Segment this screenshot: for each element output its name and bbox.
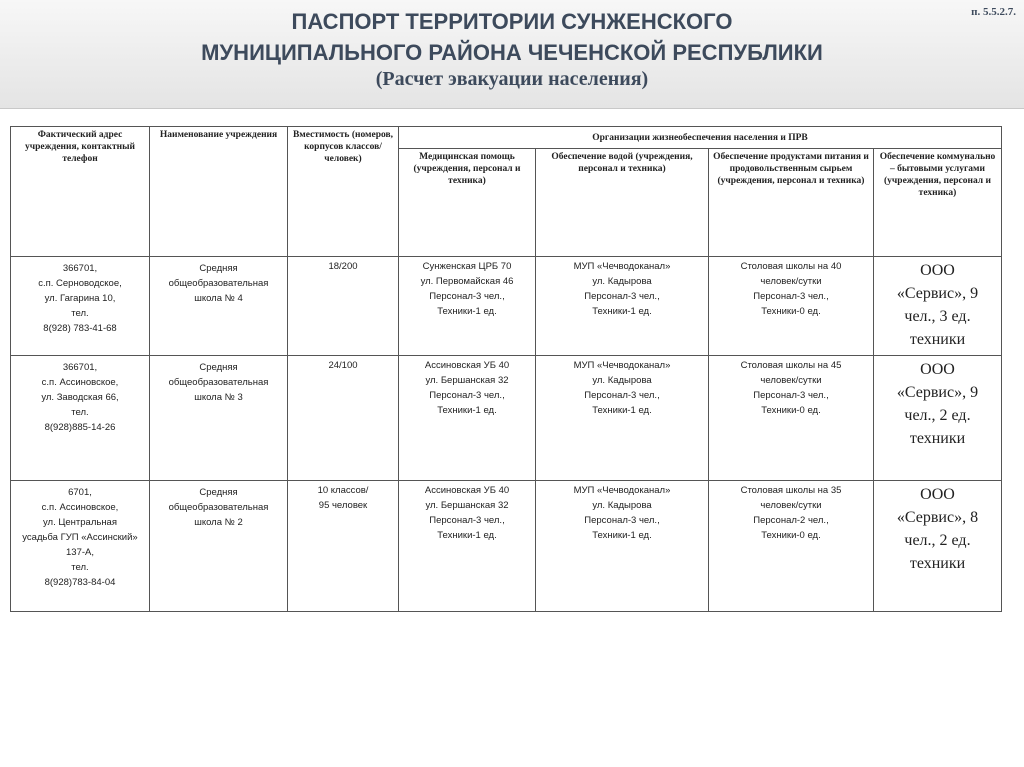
cell-line: Персонал-3 чел., (753, 390, 829, 401)
page-reference: п. 5.5.2.7. (971, 6, 1016, 18)
cell-line: Персонал-2 чел., (753, 515, 829, 526)
cell-line: ул. Центральная (42, 517, 117, 528)
table-row (11, 257, 1002, 356)
cell-line: Персонал-3 чел., (429, 390, 505, 401)
cell-line: Средняя (199, 362, 238, 373)
cell-capacity (288, 356, 399, 481)
cell-line: общеобразовательная (168, 377, 269, 388)
cell-line: «Сервис», 8 (896, 509, 979, 526)
cell-line: школа № 2 (194, 517, 243, 528)
cell-line: Столовая школы на 45 (740, 360, 842, 371)
cell-line: 24/100 (328, 360, 358, 371)
cell-line: 366701, (62, 263, 98, 274)
cell-line: Персонал-3 чел., (753, 291, 829, 302)
cell-line: Средняя (199, 487, 238, 498)
cell-water (536, 257, 709, 356)
evacuation-table (10, 126, 1002, 612)
cell-line: Персонал-3 чел., (584, 515, 660, 526)
cell-address (11, 481, 150, 612)
cell-line: чел., 2 ед. (904, 532, 971, 549)
cell-line: «Сервис», 9 (896, 285, 979, 302)
header-capacity: Вместимость (номеров, корпусов классов/ человек) (288, 127, 399, 257)
cell-food (709, 481, 874, 612)
cell-line: Техники-1 ед. (592, 306, 652, 317)
header-group: Организации жизнеобеспечения населения и ПРВ (399, 127, 1002, 149)
cell-line: ООО (920, 486, 955, 503)
cell-line: тел. (71, 562, 89, 573)
cell-water (536, 481, 709, 612)
cell-address (11, 356, 150, 481)
cell-water (536, 356, 709, 481)
cell-line: техники (909, 555, 966, 572)
header-address: Фактический адрес учреждения, контактный телефон (11, 127, 150, 257)
cell-food (709, 257, 874, 356)
cell-line: Техники-1 ед. (437, 530, 497, 541)
cell-line: ООО (920, 262, 955, 279)
cell-line: Техники-1 ед. (437, 405, 497, 416)
cell-capacity (288, 481, 399, 612)
cell-line: Техники-0 ед. (761, 306, 821, 317)
cell-line: ул. Кадырова (592, 500, 652, 511)
cell-line: человек/сутки (760, 375, 822, 386)
cell-medical (399, 257, 536, 356)
cell-line: с.п. Серноводское, (38, 278, 122, 289)
header-utility: Обеспечение коммунально – бытовыми услугами (учреждения, персонал и техника) (874, 149, 1002, 257)
cell-line: общеобразовательная (168, 278, 269, 289)
header-name: Наименование учреждения (150, 127, 288, 257)
cell-line: 95 человек (318, 500, 368, 511)
cell-line: Техники-0 ед. (761, 530, 821, 541)
cell-line: чел., 3 ед. (904, 308, 971, 325)
cell-line: ул. Гагарина 10, (44, 293, 116, 304)
cell-line: Персонал-3 чел., (429, 291, 505, 302)
cell-line: 8(928)783-84-04 (44, 577, 116, 588)
cell-line: Техники-0 ед. (761, 405, 821, 416)
cell-line: техники (909, 430, 966, 447)
cell-line: Персонал-3 чел., (584, 291, 660, 302)
cell-line: человек/сутки (760, 500, 822, 511)
cell-line: человек/сутки (760, 276, 822, 287)
cell-line: Персонал-3 чел., (429, 515, 505, 526)
cell-line: Средняя (199, 263, 238, 274)
table-row (11, 356, 1002, 481)
cell-line: Столовая школы на 35 (740, 485, 842, 496)
cell-line: Столовая школы на 40 (740, 261, 842, 272)
cell-line: Ассиновская УБ 40 (424, 360, 510, 371)
cell-line: Техники-1 ед. (592, 405, 652, 416)
cell-name (150, 356, 288, 481)
cell-line: техники (909, 331, 966, 348)
cell-line: чел., 2 ед. (904, 407, 971, 424)
cell-line: ул. Кадырова (592, 276, 652, 287)
cell-line: 18/200 (328, 261, 358, 272)
cell-line: с.п. Ассиновское, (41, 377, 119, 388)
page-title-line2: МУНИЦИПАЛЬНОГО РАЙОНА ЧЕЧЕНСКОЙ РЕСПУБЛИКИ (201, 40, 823, 65)
cell-line: 366701, (62, 362, 98, 373)
cell-line: Техники-1 ед. (592, 530, 652, 541)
cell-line: ул. Первомайская 46 (420, 276, 514, 287)
header-medical: Медицинская помощь (учреждения, персонал и техника) (399, 149, 536, 257)
cell-line: тел. (71, 407, 89, 418)
cell-line: 10 классов/ (317, 485, 369, 496)
cell-line: 8(928)885-14-26 (44, 422, 116, 433)
cell-name (150, 481, 288, 612)
cell-line: Персонал-3 чел., (584, 390, 660, 401)
cell-line: МУП «Чечводоканал» (573, 360, 671, 371)
cell-line: с.п. Ассиновское, (41, 502, 119, 513)
page-title-line1: ПАСПОРТ ТЕРРИТОРИИ СУНЖЕНСКОГО (291, 9, 733, 34)
cell-capacity (288, 257, 399, 356)
cell-line: Техники-1 ед. (437, 306, 497, 317)
cell-line: ул. Бершанская 32 (425, 500, 509, 511)
cell-medical (399, 481, 536, 612)
cell-medical (399, 356, 536, 481)
slide-header (0, 0, 1024, 109)
cell-line: МУП «Чечводоканал» (573, 485, 671, 496)
cell-line: школа № 4 (194, 293, 243, 304)
cell-line: 137-А, (66, 547, 94, 558)
cell-utility (874, 257, 1002, 356)
cell-line: 8(928) 783-41-68 (43, 323, 117, 334)
table-row (11, 481, 1002, 612)
header-food: Обеспечение продуктами питания и продовольственным сырьем (учреждения, персонал и техника) (709, 149, 874, 257)
page-subtitle: (Расчет эвакуации населения) (375, 68, 649, 90)
cell-utility (874, 481, 1002, 612)
cell-line: усадьба ГУП «Ассинский» (22, 532, 138, 543)
cell-line: МУП «Чечводоканал» (573, 261, 671, 272)
cell-line: 6701, (68, 487, 92, 498)
cell-name (150, 257, 288, 356)
cell-line: тел. (71, 308, 89, 319)
cell-line: Сунженская ЦРБ 70 (422, 261, 512, 272)
cell-line: «Сервис», 9 (896, 384, 979, 401)
cell-line: ООО (920, 361, 955, 378)
cell-line: ул. Кадырова (592, 375, 652, 386)
cell-line: ул. Бершанская 32 (425, 375, 509, 386)
cell-line: ул. Заводская 66, (41, 392, 119, 403)
cell-line: общеобразовательная (168, 502, 269, 513)
header-water: Обеспечение водой (учреждения, персонал и техника) (536, 149, 709, 257)
cell-line: школа № 3 (194, 392, 243, 403)
cell-address (11, 257, 150, 356)
cell-utility (874, 356, 1002, 481)
cell-food (709, 356, 874, 481)
cell-line: Ассиновская УБ 40 (424, 485, 510, 496)
